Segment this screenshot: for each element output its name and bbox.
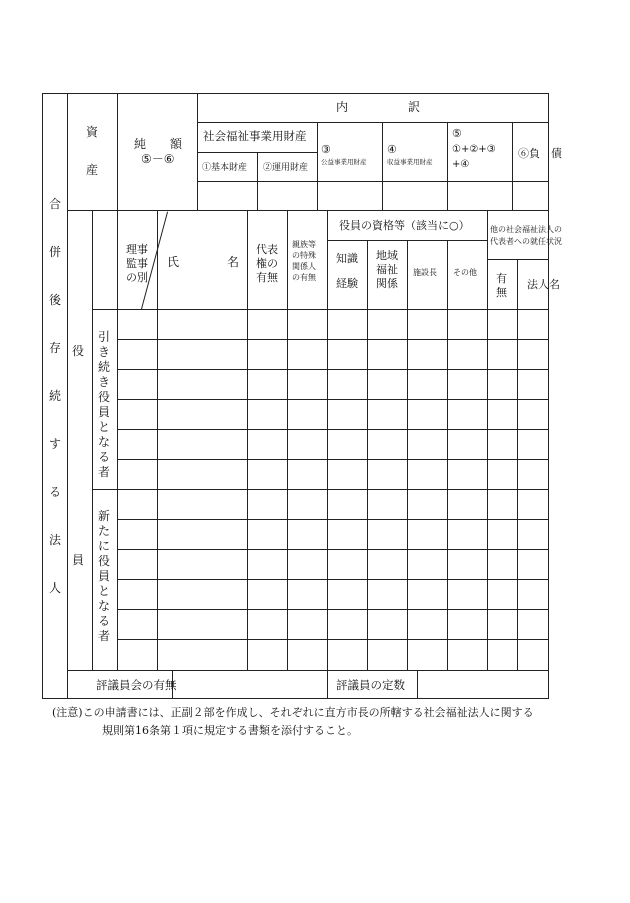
profit-assets-number: ④ bbox=[387, 143, 397, 156]
liabilities-label: ⑥負 債 bbox=[518, 147, 562, 160]
total-assets-number: ⑤ bbox=[452, 127, 462, 140]
breakdown-header: 内 訳 bbox=[336, 100, 421, 114]
public-assets-number: ③ bbox=[321, 143, 331, 156]
relatives-header-2: の特殊 bbox=[292, 251, 316, 260]
director-auditor-label-2: 監事 bbox=[126, 257, 148, 270]
note-line-2: 規則第16条第１項に規定する書類を添付すること。 bbox=[102, 724, 358, 737]
relatives-header-4: の有無 bbox=[292, 273, 316, 282]
director-auditor-label-1: 理事 bbox=[126, 243, 148, 256]
continuing-officers-label: 引 き 続 き 役 員 と な る 者 bbox=[97, 330, 110, 479]
other-corporation-header-2: 代表者への就任状況 bbox=[490, 237, 562, 246]
facility-director-header: 施設長 bbox=[413, 268, 437, 277]
assets-label-2: 産 bbox=[86, 163, 99, 177]
name-header-2: 名 bbox=[227, 255, 240, 269]
note-line-1: (注意)この申請書には、正副２部を作成し、それぞれに直方市長の所轄する社会福祉法人に関する bbox=[52, 706, 534, 719]
council-quota-label: 評議員の定数 bbox=[336, 678, 405, 692]
relatives-header-3: 関係人 bbox=[292, 262, 316, 271]
total-assets-formula-2: +④ bbox=[452, 159, 470, 170]
representative-header-2: 権の bbox=[256, 257, 278, 270]
knowledge-experience-1: 知識 bbox=[336, 252, 358, 265]
qualifications-header: 役員の資格等（該当に○） bbox=[339, 219, 470, 232]
community-welfare-2: 福祉 bbox=[376, 263, 398, 276]
representative-header-1: 代表 bbox=[256, 243, 278, 256]
representative-header-3: 有無 bbox=[256, 271, 278, 284]
other-corporation-header-1: 他の社会福祉法人の bbox=[490, 225, 562, 234]
social-welfare-assets-label: 社会福祉事業用財産 bbox=[203, 129, 307, 143]
public-assets-label: 公益事業用財産 bbox=[321, 158, 367, 166]
profit-assets-label: 収益事業用財産 bbox=[387, 158, 433, 166]
net-amount-label: 純 額 bbox=[134, 137, 183, 151]
community-welfare-1: 地域 bbox=[376, 249, 398, 262]
other-header: その他 bbox=[453, 268, 477, 277]
operating-assets-label: ②運用財産 bbox=[263, 163, 309, 173]
presence-header-1: 有 bbox=[496, 272, 507, 285]
director-auditor-label-3: の別 bbox=[126, 271, 148, 284]
assets-label-1: 資 bbox=[86, 125, 99, 139]
name-header-1: 氏 bbox=[167, 255, 180, 269]
corporation-name-header: 法人名 bbox=[527, 278, 560, 291]
community-welfare-3: 関係 bbox=[376, 277, 398, 290]
council-presence-label: 評議員会の有無 bbox=[96, 678, 177, 692]
net-amount-formula: ⑤－⑥ bbox=[141, 152, 175, 166]
basic-assets-label: ①基本財産 bbox=[202, 163, 248, 173]
merged-corporation-label: 合 併 後 存 続 す る 法 人 bbox=[48, 197, 61, 595]
officer-label-2: 員 bbox=[72, 553, 85, 567]
total-assets-formula: ①+②+③ bbox=[452, 144, 496, 155]
presence-header-2: 無 bbox=[496, 286, 507, 299]
officer-label-1: 役 bbox=[72, 344, 85, 358]
knowledge-experience-2: 経験 bbox=[336, 277, 358, 290]
relatives-header-1: 親族等 bbox=[292, 240, 316, 249]
new-officers-label: 新 た に 役 員 と な る 者 bbox=[97, 509, 110, 643]
